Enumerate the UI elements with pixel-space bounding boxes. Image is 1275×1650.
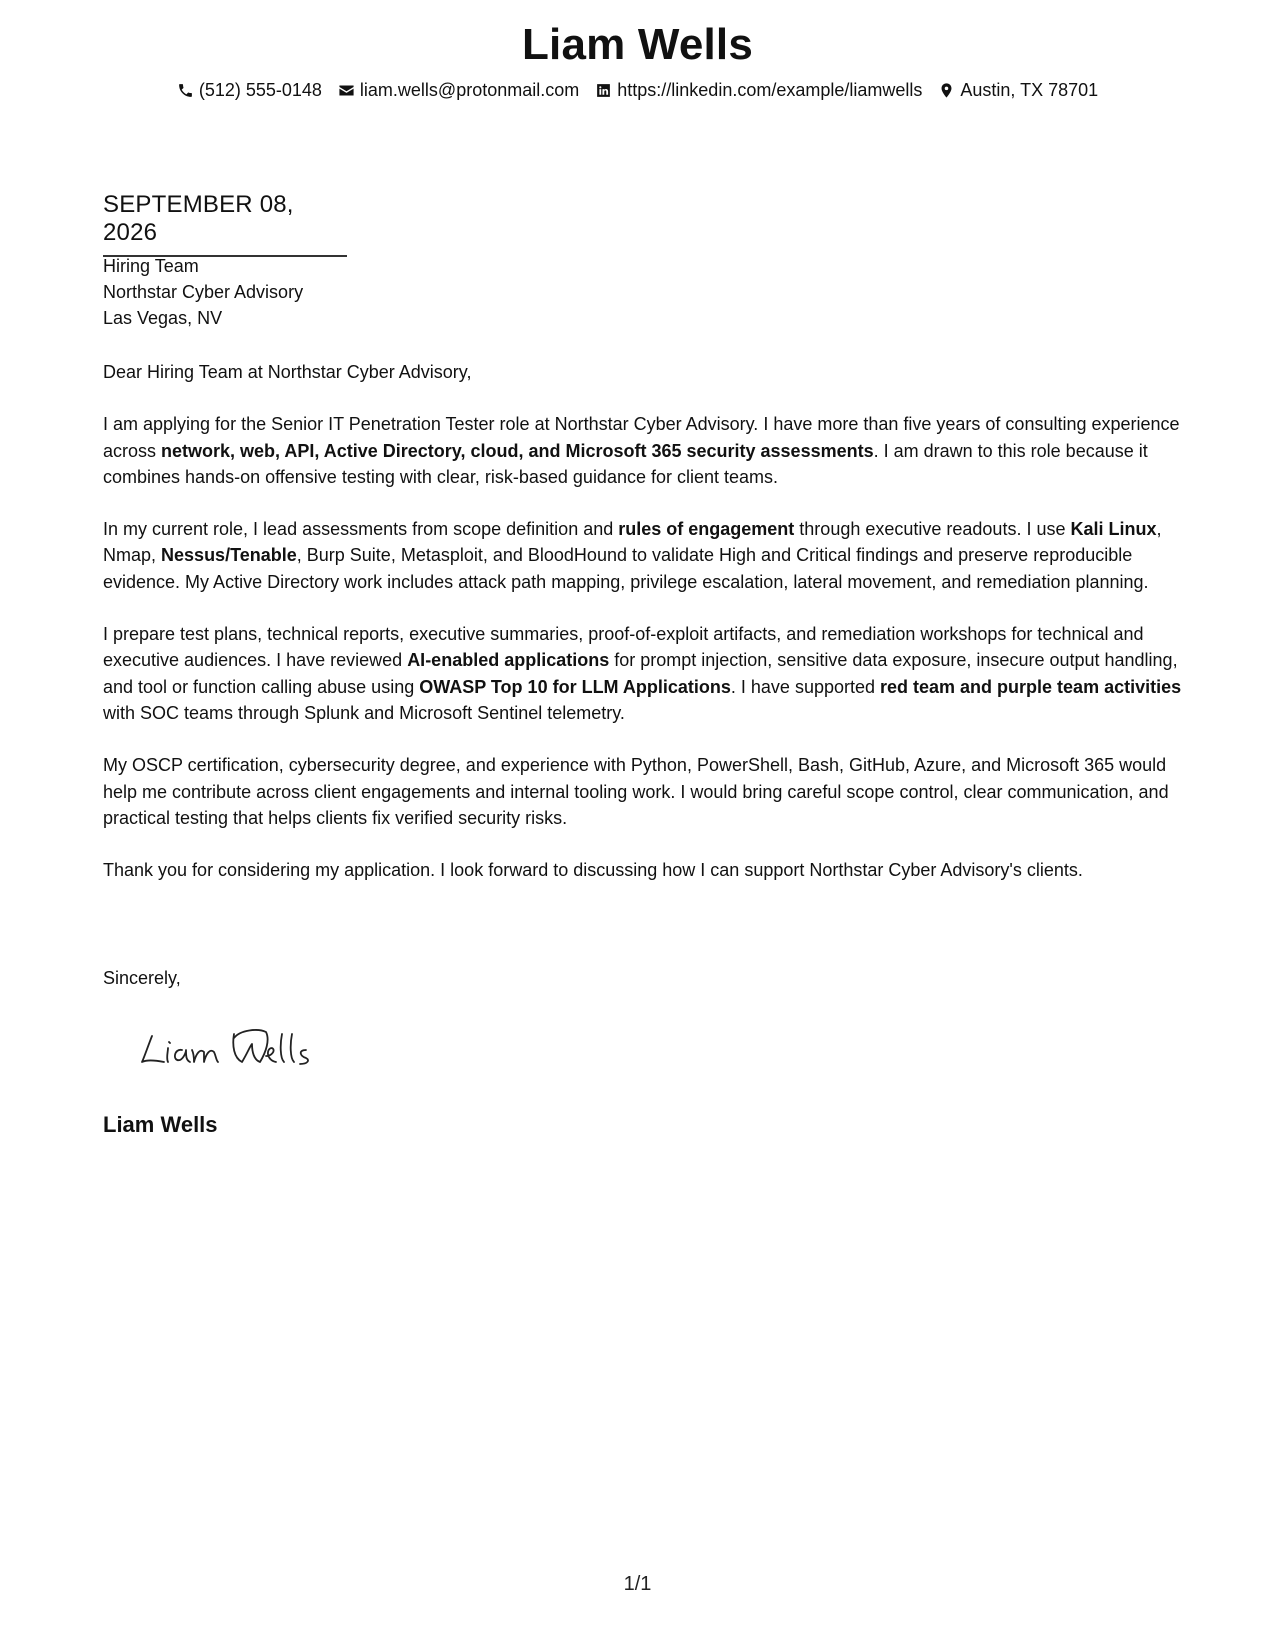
envelope-icon xyxy=(338,82,355,99)
contact-bar xyxy=(0,80,1275,101)
letter-body xyxy=(103,359,1183,909)
email-text[interactable]: liam.wells@protonmail.com xyxy=(359,80,580,100)
bold-run: red team and purple team activities xyxy=(880,676,1182,697)
paragraph-3 xyxy=(103,621,1183,726)
map-pin-icon xyxy=(938,82,955,99)
page-number: 1/1 xyxy=(623,1573,652,1595)
phone-text: (512) 555-0148 xyxy=(198,80,322,100)
bold-run: Nessus/Tenable xyxy=(161,545,297,566)
bold-run: OWASP Top 10 for LLM Applications xyxy=(419,676,731,697)
text-run: I am applying for the Senior IT Penetration Tester role at Northstar Cyber Advisory. I have more than five years of consulting experience across xyxy=(103,414,1180,461)
contact-phone xyxy=(177,80,322,101)
recipient-line: Hiring Team xyxy=(103,256,199,276)
closing: Sincerely, xyxy=(103,968,181,988)
recipient-location: Las Vegas, NV xyxy=(103,308,223,328)
text-run: through executive readouts. I use xyxy=(794,519,1071,540)
paragraph-2 xyxy=(103,516,1183,595)
date-block xyxy=(103,191,347,257)
location-text: Austin, TX 78701 xyxy=(960,80,1099,100)
linkedin-text[interactable]: https://linkedin.com/example/liamwells xyxy=(617,80,923,100)
linkedin-icon xyxy=(595,82,612,99)
text-run: , Nmap, xyxy=(103,519,1162,566)
text-run: I prepare test plans, technical reports, executive summaries, proof-of-exploit artifacts, and remediation workshops for technical and executive audiences. I have reviewed xyxy=(103,624,1144,671)
paragraph-5: Thank you for considering my application. I look forward to discussing how I can support Northstar Cyber Advisory's clients. xyxy=(103,860,1083,881)
text-run: In my current role, I lead assessments from scope definition and xyxy=(103,519,619,540)
phone-icon xyxy=(177,82,194,99)
handwritten-signature xyxy=(138,1022,338,1072)
letter-date: SEPTEMBER 08, 2026 xyxy=(103,191,294,246)
signer-name: Liam Wells xyxy=(103,1112,218,1137)
bold-run: Kali Linux xyxy=(1070,519,1157,540)
contact-location xyxy=(938,80,1098,101)
contact-linkedin[interactable] xyxy=(595,80,922,101)
paragraph-4: My OSCP certification, cybersecurity degree, and experience with Python, PowerShell, Bash, GitHub, Azure, and Microsoft 365 would help me contribute across client engagements and internal tooling work. I would bring careful scope control, clear communication, and practical testing that helps clients fix verified security risks. xyxy=(103,755,1169,828)
bold-run: AI-enabled applications xyxy=(407,650,610,671)
text-run: . I am drawn to this role because it combines hands-on offensive testing with clear, risk-based guidance for client teams. xyxy=(103,440,1148,487)
text-run: . I have supported xyxy=(730,676,881,697)
salutation: Dear Hiring Team at Northstar Cyber Advisory, xyxy=(103,362,472,382)
recipient-block xyxy=(103,253,303,331)
contact-email[interactable] xyxy=(338,80,579,101)
paragraph-1 xyxy=(103,411,1183,490)
text-run: for prompt injection, sensitive data exposure, insecure output handling, and tool or function calling abuse using xyxy=(103,650,1178,697)
text-run: , Burp Suite, Metasploit, and BloodHound to validate High and Critical findings and preserve reproducible evidence. My Active Directory work includes attack path mapping, privilege escalation, lateral movement, and remediation planning. xyxy=(103,545,1149,592)
recipient-company: Northstar Cyber Advisory xyxy=(103,282,304,302)
bold-run: rules of engagement xyxy=(618,519,795,540)
text-run: with SOC teams through Splunk and Microsoft Sentinel telemetry. xyxy=(103,702,625,723)
applicant-name: Liam Wells xyxy=(521,20,754,69)
bold-run: network, web, API, Active Directory, cloud, and Microsoft 365 security assessments xyxy=(161,440,874,461)
